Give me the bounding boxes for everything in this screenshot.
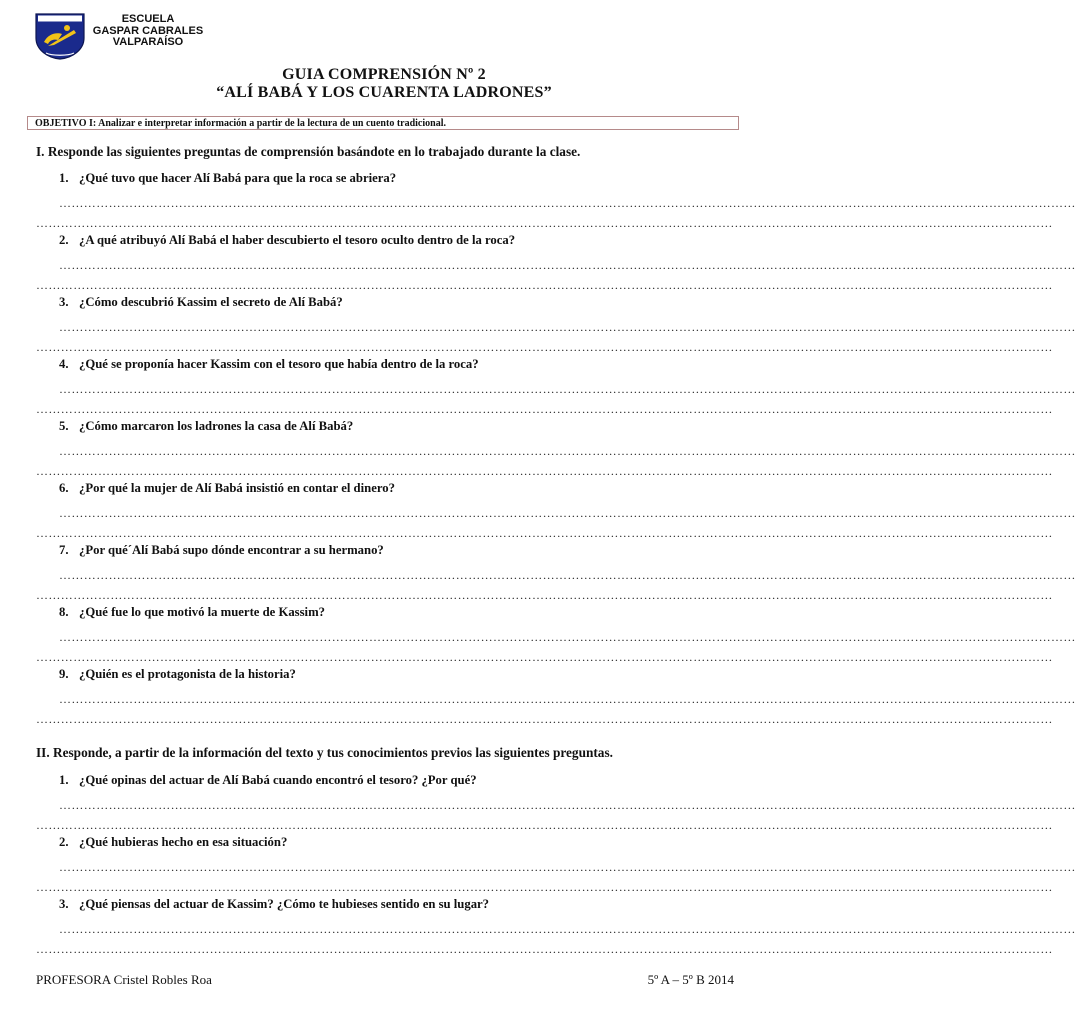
school-header xyxy=(32,8,272,62)
question-text: ¿Por qué la mujer de Alí Babá insistió en contar el dinero? xyxy=(79,481,395,495)
section-2-heading: II. Responde, a partir de la información del texto y tus conocimientos previos las siguientes preguntas. xyxy=(36,745,613,760)
section-1-heading: I. Responde las siguientes preguntas de comprensión basándote en lo trabajado durante la clase. xyxy=(36,144,581,159)
question-number: 7. xyxy=(59,543,69,557)
question-text: ¿Qué hubieras hecho en esa situación? xyxy=(79,835,288,849)
question-section1-2 xyxy=(59,233,515,248)
guide-title: GUIA COMPRENSIÓN Nº 2 xyxy=(282,66,486,83)
answer-line: ………………………………………………………………………………………………………………………………………………………………………………………………………………………… xyxy=(59,860,1076,874)
question-text: ¿Qué tuvo que hacer Alí Babá para que la roca se abriera? xyxy=(79,171,397,185)
story-title: “ALÍ BABÁ Y LOS CUARENTA LADRONES” xyxy=(216,84,552,101)
question-number: 1. xyxy=(59,773,69,787)
question-section1-4 xyxy=(59,357,479,372)
answer-line: ………………………………………………………………………………………………………………………………………………………………………………………………………………………… xyxy=(59,320,1076,334)
question-section1-3 xyxy=(59,295,343,310)
answer-line: ………………………………………………………………………………………………………………………………………………………………………………………………………………………… xyxy=(36,340,1053,354)
question-number: 1. xyxy=(59,171,69,185)
question-number: 2. xyxy=(59,835,69,849)
footer-course: 5º A – 5º B 2014 xyxy=(647,972,734,987)
question-section1-5 xyxy=(59,419,353,434)
question-text: ¿Quién es el protagonista de la historia? xyxy=(79,667,296,681)
answer-line: ………………………………………………………………………………………………………………………………………………………………………………………………………………………… xyxy=(59,630,1076,644)
question-section1-9 xyxy=(59,667,296,682)
question-text: ¿A qué atribuyó Alí Babá el haber descubierto el tesoro oculto dentro de la roca? xyxy=(79,233,516,247)
question-text: ¿Qué fue lo que motivó la muerte de Kassim? xyxy=(79,605,325,619)
question-section1-1 xyxy=(59,171,396,186)
objective-box: OBJETIVO I: Analizar e interpretar información a partir de la lectura de un cuento tradicional. xyxy=(27,116,739,130)
question-text: ¿Cómo descubrió Kassim el secreto de Alí Babá? xyxy=(79,295,343,309)
answer-line: ………………………………………………………………………………………………………………………………………………………………………………………………………………………… xyxy=(59,506,1076,520)
answer-line: ………………………………………………………………………………………………………………………………………………………………………………………………………………………… xyxy=(59,692,1076,706)
question-section2-3 xyxy=(59,897,489,912)
question-text: ¿Qué piensas del actuar de Kassim? ¿Cómo te hubieses sentido en su lugar? xyxy=(79,897,490,911)
answer-line: ………………………………………………………………………………………………………………………………………………………………………………………………………………………… xyxy=(59,798,1076,812)
question-section2-1 xyxy=(59,773,477,788)
footer-teacher: PROFESORA Cristel Robles Roa xyxy=(36,972,212,987)
answer-line: ………………………………………………………………………………………………………………………………………………………………………………………………………………………… xyxy=(36,880,1053,894)
answer-line: ………………………………………………………………………………………………………………………………………………………………………………………………………………………… xyxy=(36,942,1053,956)
answer-line: ………………………………………………………………………………………………………………………………………………………………………………………………………………………… xyxy=(59,568,1076,582)
answer-line: ………………………………………………………………………………………………………………………………………………………………………………………………………………………… xyxy=(36,464,1053,478)
answer-line: ………………………………………………………………………………………………………………………………………………………………………………………………………………………… xyxy=(59,444,1076,458)
school-name-line3: VALPARAÍSO xyxy=(112,36,184,48)
school-logo xyxy=(34,12,86,60)
school-name xyxy=(92,14,204,49)
answer-line: ………………………………………………………………………………………………………………………………………………………………………………………………………………………… xyxy=(36,588,1053,602)
question-section2-2 xyxy=(59,835,287,850)
answer-line: ………………………………………………………………………………………………………………………………………………………………………………………………………………………… xyxy=(59,196,1076,210)
school-name-line1: ESCUELA xyxy=(121,13,175,25)
answer-line: ………………………………………………………………………………………………………………………………………………………………………………………………………………………… xyxy=(36,712,1053,726)
answer-line: ………………………………………………………………………………………………………………………………………………………………………………………………………………………… xyxy=(36,402,1053,416)
question-number: 2. xyxy=(59,233,69,247)
question-text: ¿Qué opinas del actuar de Alí Babá cuando encontró el tesoro? ¿Por qué? xyxy=(79,773,477,787)
question-number: 3. xyxy=(59,897,69,911)
question-section1-7 xyxy=(59,543,384,558)
question-section1-6 xyxy=(59,481,395,496)
answer-line: ………………………………………………………………………………………………………………………………………………………………………………………………………………………… xyxy=(59,382,1076,396)
question-number: 9. xyxy=(59,667,69,681)
question-text: ¿Por qué´Alí Babá supo dónde encontrar a su hermano? xyxy=(79,543,384,557)
answer-line: ………………………………………………………………………………………………………………………………………………………………………………………………………………………… xyxy=(59,922,1076,936)
question-number: 6. xyxy=(59,481,69,495)
answer-line: ………………………………………………………………………………………………………………………………………………………………………………………………………………………… xyxy=(36,526,1053,540)
school-name-line2: GASPAR CABRALES xyxy=(92,24,204,37)
answer-line: ………………………………………………………………………………………………………………………………………………………………………………………………………………………… xyxy=(36,278,1053,292)
answer-line: ………………………………………………………………………………………………………………………………………………………………………………………………………………………… xyxy=(36,650,1053,664)
answer-line: ………………………………………………………………………………………………………………………………………………………………………………………………………………………… xyxy=(59,258,1076,272)
question-number: 8. xyxy=(59,605,69,619)
question-section1-8 xyxy=(59,605,325,620)
question-number: 4. xyxy=(59,357,69,371)
answer-line: ………………………………………………………………………………………………………………………………………………………………………………………………………………………… xyxy=(36,818,1053,832)
question-text: ¿Cómo marcaron los ladrones la casa de Alí Babá? xyxy=(79,419,354,433)
question-number: 5. xyxy=(59,419,69,433)
question-number: 3. xyxy=(59,295,69,309)
question-text: ¿Qué se proponía hacer Kassim con el tesoro que había dentro de la roca? xyxy=(79,357,479,371)
answer-line: ………………………………………………………………………………………………………………………………………………………………………………………………………………………… xyxy=(36,216,1053,230)
